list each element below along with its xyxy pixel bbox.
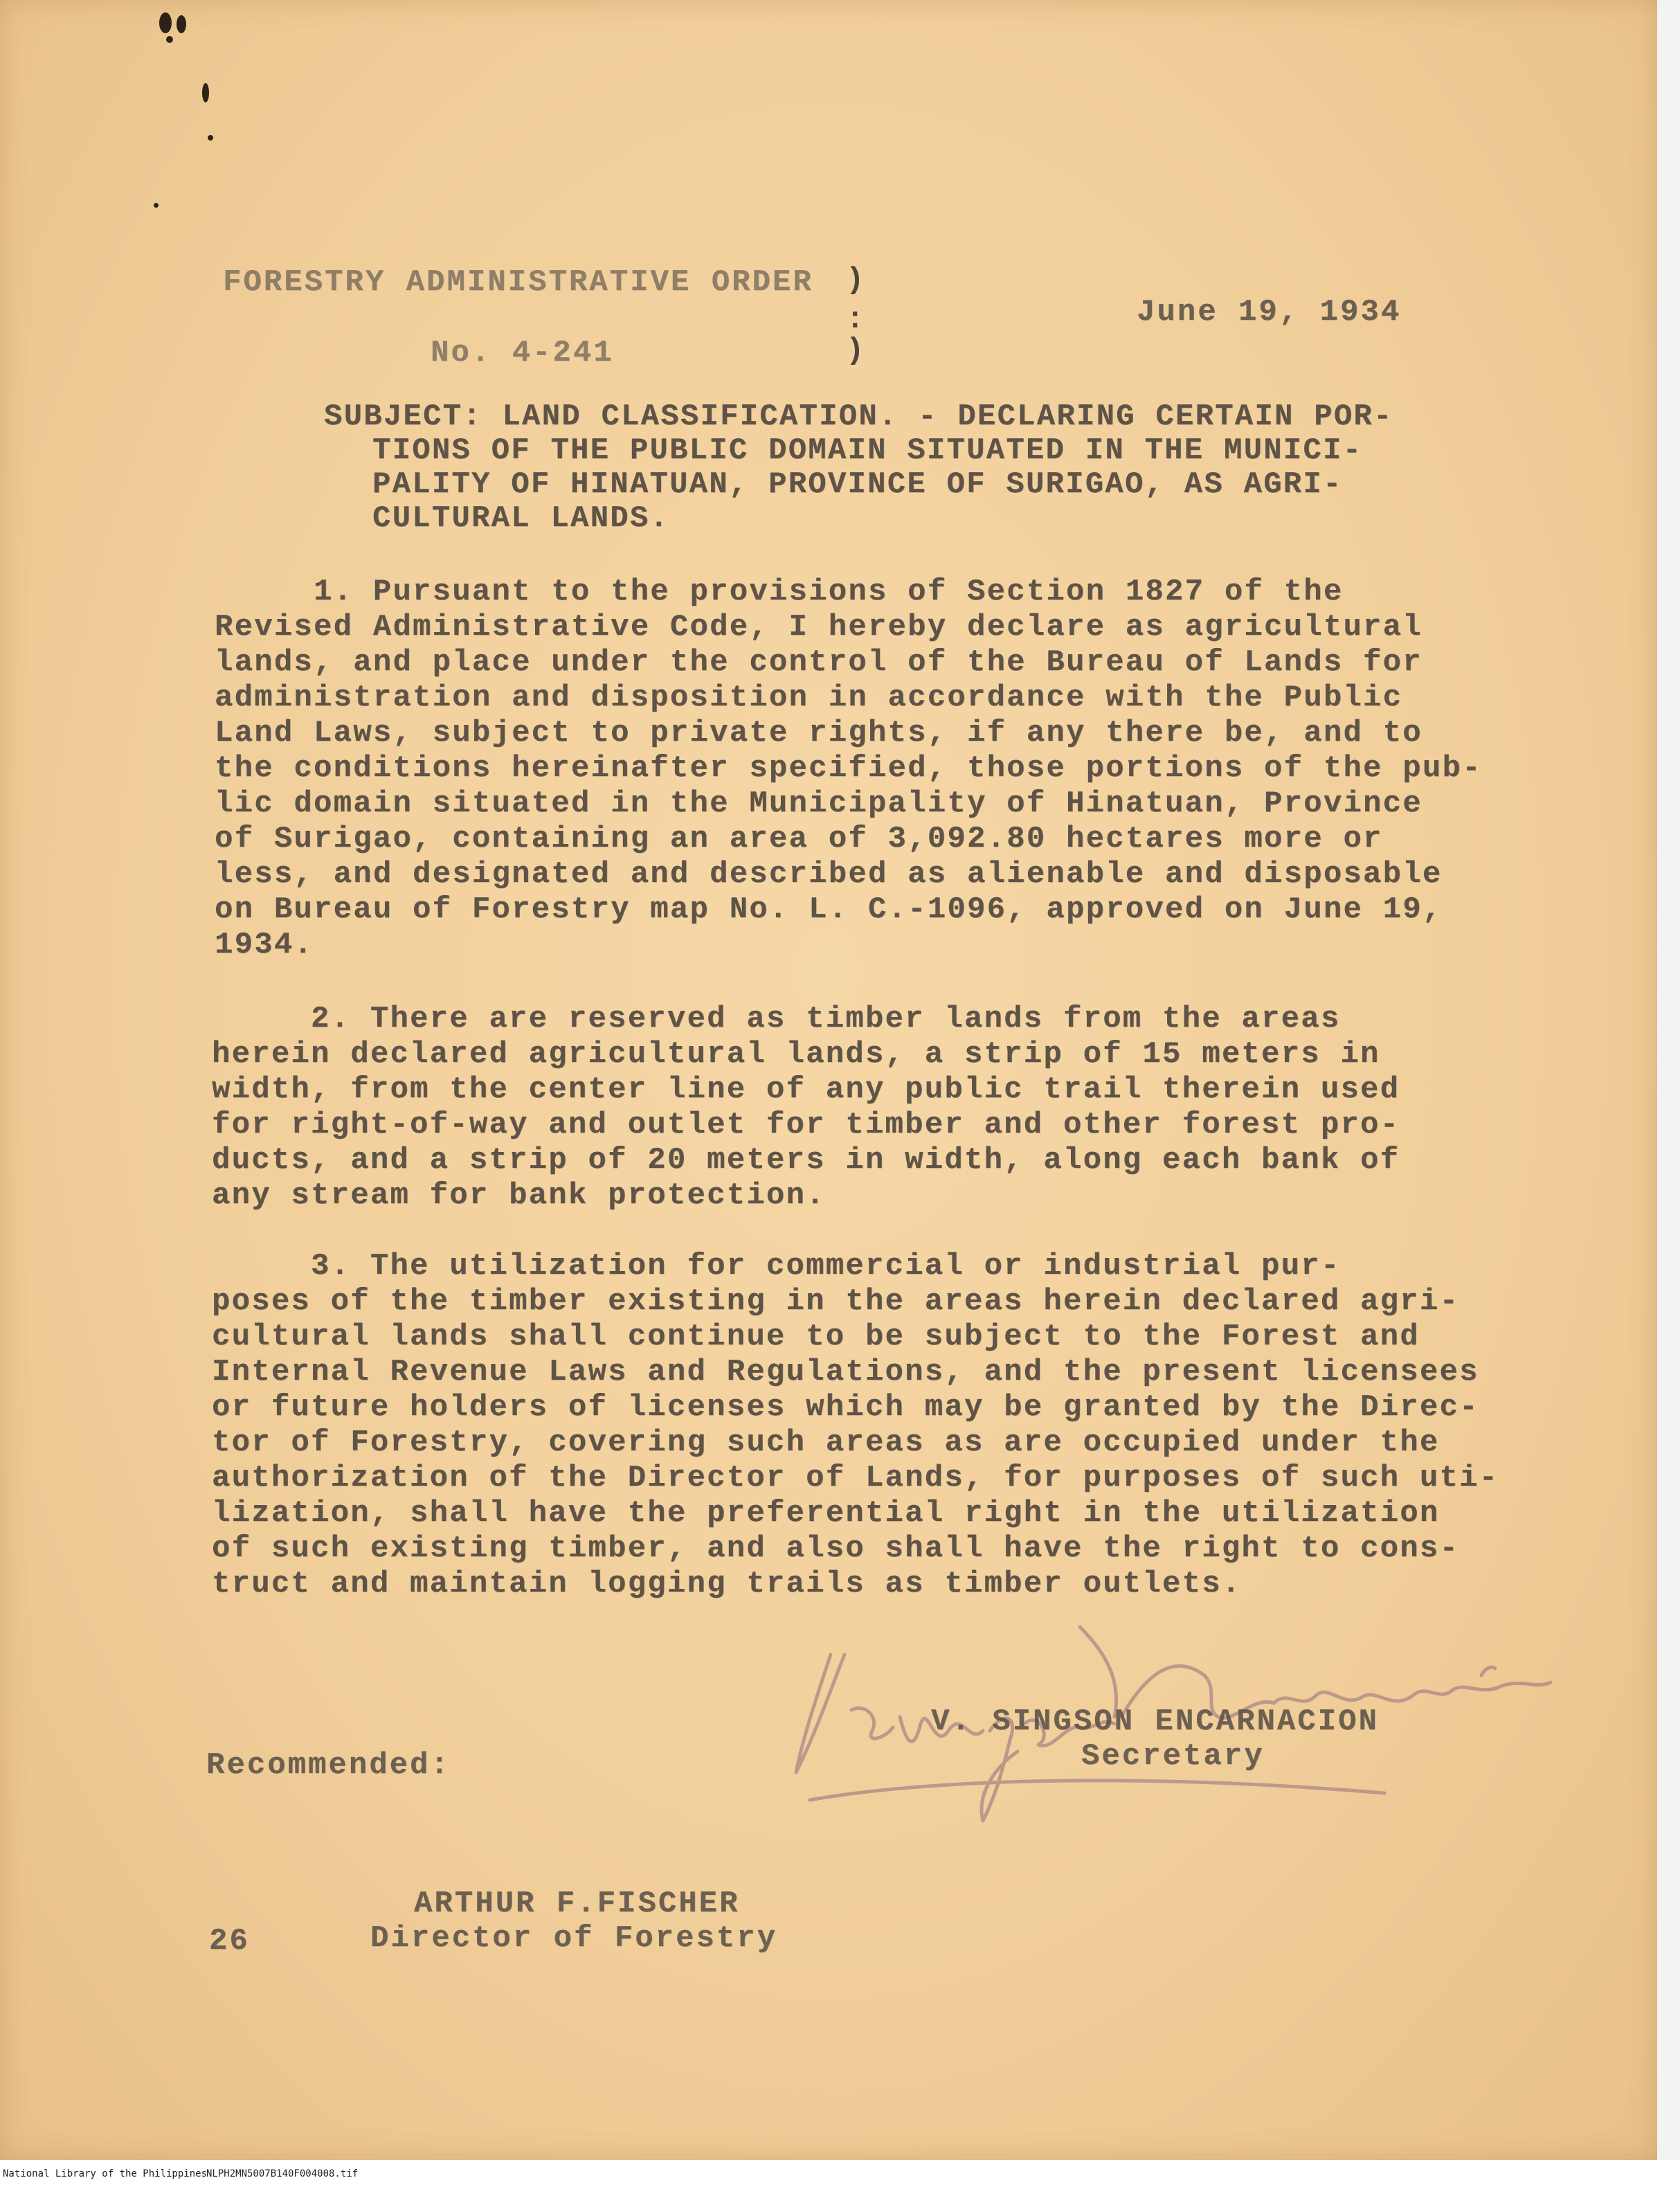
subject-block <box>324 400 1393 536</box>
bracket-colon: : <box>846 303 865 337</box>
paragraph-line: lic domain situated in the Municipality of Hinatuan, Province <box>215 786 1422 821</box>
paragraph-line: cultural lands shall continue to be subject to the Forest and <box>212 1320 1420 1354</box>
recommended-label: Recommended: <box>206 1748 451 1783</box>
ink-mark-5 <box>208 135 213 141</box>
ink-mark-6 <box>154 203 159 208</box>
order-title: FORESTRY ADMINISTRATIVE ORDER <box>223 265 813 300</box>
paragraph-line: or future holders of licenses which may be granted by the Direc- <box>212 1390 1479 1425</box>
recommender-name: ARTHUR F.FISCHER <box>414 1887 740 1921</box>
page-edge <box>1657 0 1680 2160</box>
bracket-bottom: ) <box>846 334 865 368</box>
ink-mark-4 <box>202 83 209 102</box>
paragraph-line: of such existing timber, and also shall have the right to cons- <box>212 1531 1460 1566</box>
paragraph-line: Revised Administrative Code, I hereby declare as agricultural <box>215 610 1422 645</box>
document-date: June 19, 1934 <box>1137 295 1402 330</box>
paragraph-line: lands, and place under the control of the Bureau of Lands for <box>215 645 1422 680</box>
paragraph-line: 3. The utilization for commercial or industrial pur- <box>212 1249 1341 1284</box>
signatory-title: Secretary <box>1081 1739 1265 1774</box>
paragraph-line: the conditions hereinafter specified, those portions of the pub- <box>215 751 1482 786</box>
paragraph-line: truct and maintain logging trails as timber outlets. <box>212 1567 1242 1601</box>
bracket-top: ) <box>846 263 865 298</box>
subject-line: CULTURAL LANDS. <box>372 501 670 536</box>
paragraph-line: administration and disposition in accordance with the Public <box>215 681 1403 715</box>
paragraph-line: less, and designated and described as alienable and disposable <box>215 857 1443 892</box>
paragraph-2 <box>212 1002 1400 1214</box>
subject-line: PALITY OF HINATUAN, PROVINCE OF SURIGAO, AS AGRI- <box>372 467 1343 502</box>
paragraph-3 <box>212 1249 1499 1602</box>
footer-filename: NLPH2MN5007B140F004008.tif <box>206 2168 359 2179</box>
paragraph-line: ducts, and a strip of 20 meters in width, along each bank of <box>212 1143 1400 1178</box>
paragraph-line: of Surigao, containing an area of 3,092.80 hectares more or <box>215 822 1383 856</box>
subject-line: TIONS OF THE PUBLIC DOMAIN SITUATED IN THE MUNICI- <box>372 433 1363 468</box>
paragraph-line: Land Laws, subject to private rights, if any there be, and to <box>215 716 1422 750</box>
paragraph-line: any stream for bank protection. <box>212 1178 826 1213</box>
paragraph-line: 1934. <box>215 928 314 962</box>
paragraph-line: tor of Forestry, covering such areas as are occupied under the <box>212 1425 1440 1460</box>
subject-line: SUBJECT: LAND CLASSIFICATION. - DECLARING CERTAIN POR- <box>324 399 1393 434</box>
paragraph-line: herein declared agricultural lands, a strip of 15 meters in <box>212 1037 1380 1072</box>
paragraph-line: 1. Pursuant to the provisions of Section 1827 of the <box>215 575 1344 609</box>
paragraph-line: for right-of-way and outlet for timber and other forest pro- <box>212 1108 1400 1142</box>
paragraph-line: on Bureau of Forestry map No. L. C.-1096, approved on June 19, <box>215 892 1443 927</box>
paragraph-line: authorization of the Director of Lands, for purposes of such uti- <box>212 1461 1499 1495</box>
footer-institution: National Library of the Philippines <box>3 2168 208 2179</box>
recommender-title: Director of Forestry <box>370 1921 778 1956</box>
order-number: No. 4-241 <box>431 336 614 370</box>
paragraph-line: 2. There are reserved as timber lands from the areas <box>212 1002 1341 1036</box>
paragraph-line: poses of the timber existing in the areas herein declared agri- <box>212 1284 1460 1319</box>
page-number: 26 <box>209 1924 250 1959</box>
ink-mark-1 <box>159 12 172 33</box>
ink-mark-2 <box>177 15 186 33</box>
paragraph-1 <box>215 575 1482 963</box>
paragraph-line: Internal Revenue Laws and Regulations, and the present licensees <box>212 1355 1479 1389</box>
ink-mark-3 <box>166 36 173 43</box>
paragraph-line: lization, shall have the preferential right in the utilization <box>212 1496 1440 1531</box>
signatory-name: V. SINGSON ENCARNACION <box>931 1704 1379 1739</box>
paragraph-line: width, from the center line of any public trail therein used <box>212 1072 1400 1107</box>
